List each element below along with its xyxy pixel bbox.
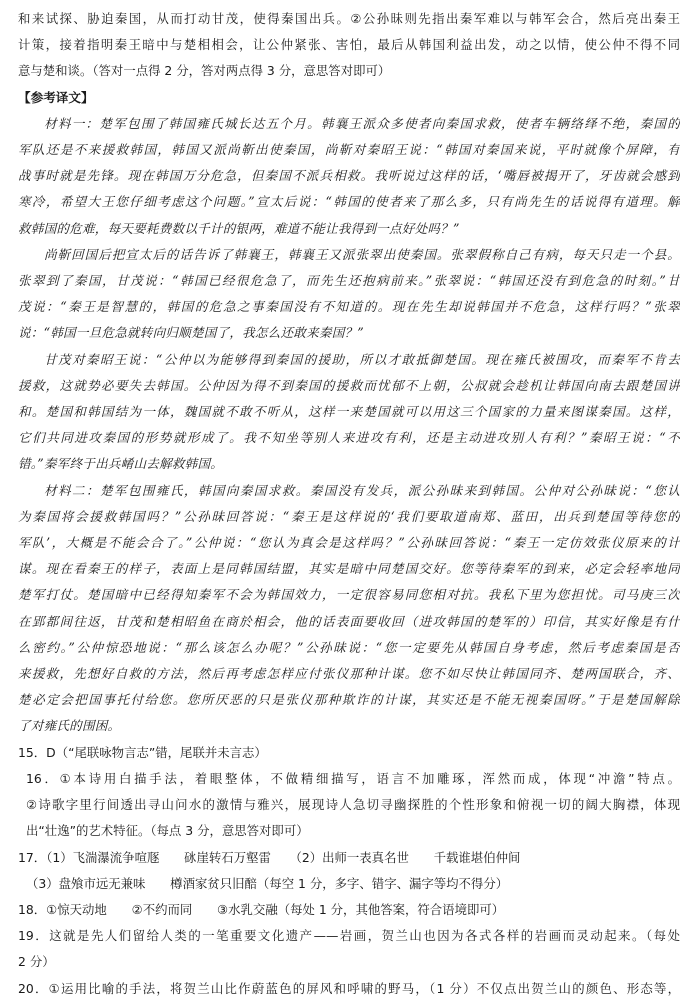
answer-19-line: 2 分）	[18, 954, 55, 970]
paragraph-line: 在郢都间往返，甘茂和楚相昭鱼在商於相会，他的话表面要收回（进攻韩国的楚军的）印信，其实好像是有什	[18, 613, 680, 629]
answer-16-line: ②诗歌字里行间透出寻山问水的激情与雅兴，展现诗人急切寻幽探胜的个性形象和俯视一切的阔大胸襟，体现	[26, 797, 680, 813]
answer-16-line: 出“壮逸”的艺术特征。（每点 3 分，意思答对即可）	[26, 823, 309, 839]
answer-19-line: 19．这就是先人们留给人类的一笔重要文化遗产——岩画，贺兰山也因为各式各样的岩画而灵动起来。（每处	[18, 928, 680, 944]
paragraph-line: 尚靳回国后把宣太后的话告诉了韩襄王，韩襄王又派张翠出使秦国。张翠假称自己有病，每天只走一个县。	[44, 246, 680, 262]
answer-17-line: 17．（1）飞湍瀑流争喧豗 砯崖转石万壑雷 （2）出师一表真名世 千载谁堪伯仲间	[18, 849, 521, 865]
paragraph-line: 错。”秦军终于出兵崤山去解救韩国。	[18, 456, 224, 472]
paragraph-line: 材料一：楚军包围了韩国雍氏城长达五个月。韩襄王派众多使者向秦国求救，使者车辆络绎不绝，秦国的	[44, 115, 680, 131]
paragraph-line: 军队’，大概是不能会合了。”公仲说：“您认为真会是这样吗？”公孙昧回答说：“秦王一定仿效张仪原来的计	[18, 535, 680, 551]
translation-block	[18, 111, 680, 740]
answer-18: 18．①惊天动地 ②不约而同 ③水乳交融（每处 1 分，其他答案，符合语境即可）	[18, 901, 505, 917]
answer-17-line: （3）盘飧市远无兼味 樽酒家贫只旧醅（每空 1 分，多字、错字、漏字等均不得分）	[26, 875, 509, 891]
paragraph-line: 楚军打仗。楚国暗中已经得知秦军不会为韩国效力，一定很容易同您相对抗。我私下里为您担忧。司马庚三次	[18, 587, 680, 603]
paragraph-line: 来援救，先想好自救的方法，然后再考虑怎样应付张仪那种计谋。您不如尽快让韩国同齐、楚两国联合，齐、	[18, 666, 680, 682]
paragraph-line: 军队还是不来援救韩国，韩国又派尚靳出使秦国，尚靳对秦昭王说：“韩国对秦国来说，平时就像个屏障，有	[18, 142, 680, 158]
paragraph-line: 为秦国将会援救韩国吗？”公孙昧回答说：“秦王是这样说的‘我们要取道南郑、蓝田，出兵到楚国等待您的	[18, 508, 680, 524]
text-line: 和来试探、胁迫秦国，从而打动甘茂，使得秦国出兵。②公孙昧则先指出秦军难以与韩军会合，然后亮出秦王	[18, 11, 680, 26]
answer-16-line: 16．①本诗用白描手法，着眼整体，不做精细描写，语言不加雕琢，浑然而成，体现“冲澹”特点。	[26, 770, 680, 786]
text-line: 意与楚和谈。（答对一点得 2 分，答对两点得 3 分，意思答对即可）	[18, 63, 391, 79]
paragraph-line: 寒冷，希望大王您仔细考虑这个问题。”宣太后说：“韩国的使者来了那么多，只有尚先生的话说得有道理。解	[18, 194, 680, 210]
paragraph-line: 救韩国的危难，每天要耗费数以千计的银两，难道不能让我得到一点好处吗？”	[18, 220, 460, 236]
paragraph-line: 说：“韩国一旦危急就转向归顺楚国了，我怎么还敢来秦国？”	[18, 325, 364, 341]
paragraph-line: 谋。现在看秦王的样子，表面上是同韩国结盟，其实是暗中同楚国交好。您等待秦军的到来，必定会轻率地同	[18, 561, 680, 577]
text-line: 计策，接着指明秦王暗中与楚相相会，让公仲紧张、害怕，最后从韩国利益出发，动之以情，使公仲不得不同	[18, 37, 680, 53]
paragraph-line: 和。楚国和韩国结为一体，魏国就不敢不听从，这样一来楚国就可以用这三个国家的力量来图谋秦国。这样，	[18, 404, 680, 420]
section-heading-reference-translation: 【参考译文】	[18, 89, 94, 105]
answer-20-line: 20．①运用比喻的手法，将贺兰山比作蔚蓝色的屏风和呼啸的野马，（1 分）不仅点出贺兰山的颜色、形态等，	[18, 980, 680, 996]
paragraph-line: 张翠到了秦国，甘茂说：“韩国已经很危急了，而先生还抱病前来。”张翠说：“韩国还没有到危急的时刻。”甘	[18, 273, 680, 289]
paragraph-line: 援救，这就势必要失去韩国。公仲因为得不到秦国的援救而忧郁不上朝，公叔就会趁机让韩国向南去跟楚国讲	[18, 377, 680, 393]
paragraph-line: 楚必定会把国事托付给您。您所厌恶的只是张仪那种欺诈的计谋，其实还是不能无视秦国呀。”于是楚国解除	[18, 692, 680, 708]
paragraph-line: 甘茂对秦昭王说：“公仲以为能够得到秦国的援助，所以才敢抵御楚国。现在雍氏被围攻，而秦军不肯去	[44, 351, 680, 367]
paragraph-line: 战事时就是先锋。现在韩国万分危急，但秦国不派兵相救。我听说过这样的话，‘嘴唇被揭开了，牙齿就会感到	[18, 168, 680, 184]
paragraph-line: 它们共同进攻秦国的形势就形成了。我不知坐等别人来进攻有利，还是主动进攻别人有利？”秦昭王说：“不	[18, 430, 680, 446]
paragraph-line: 了对雍氏的围困。	[18, 718, 121, 734]
paragraph-line: 么密约。”公仲惊恐地说：“那么该怎么办呢？”公孙昧说：“您一定要先从韩国自身考虑，然后考虑秦国是否	[18, 639, 680, 655]
paragraph-line: 茂说：“秦王是智慧的，韩国的危急之事秦国没有不知道的。现在先生却说韩国并不危急，这样行吗？”张翠	[18, 299, 680, 315]
answers-block	[18, 740, 680, 1002]
answer-15: 15．D（“尾联咏物言志”错，尾联并未言志）	[18, 744, 267, 760]
top-answer-block	[18, 6, 680, 85]
paragraph-line: 材料二：楚军包围雍氏，韩国向秦国求救。秦国没有发兵，派公孙昧来到韩国。公仲对公孙昧说：“您认	[44, 482, 680, 498]
